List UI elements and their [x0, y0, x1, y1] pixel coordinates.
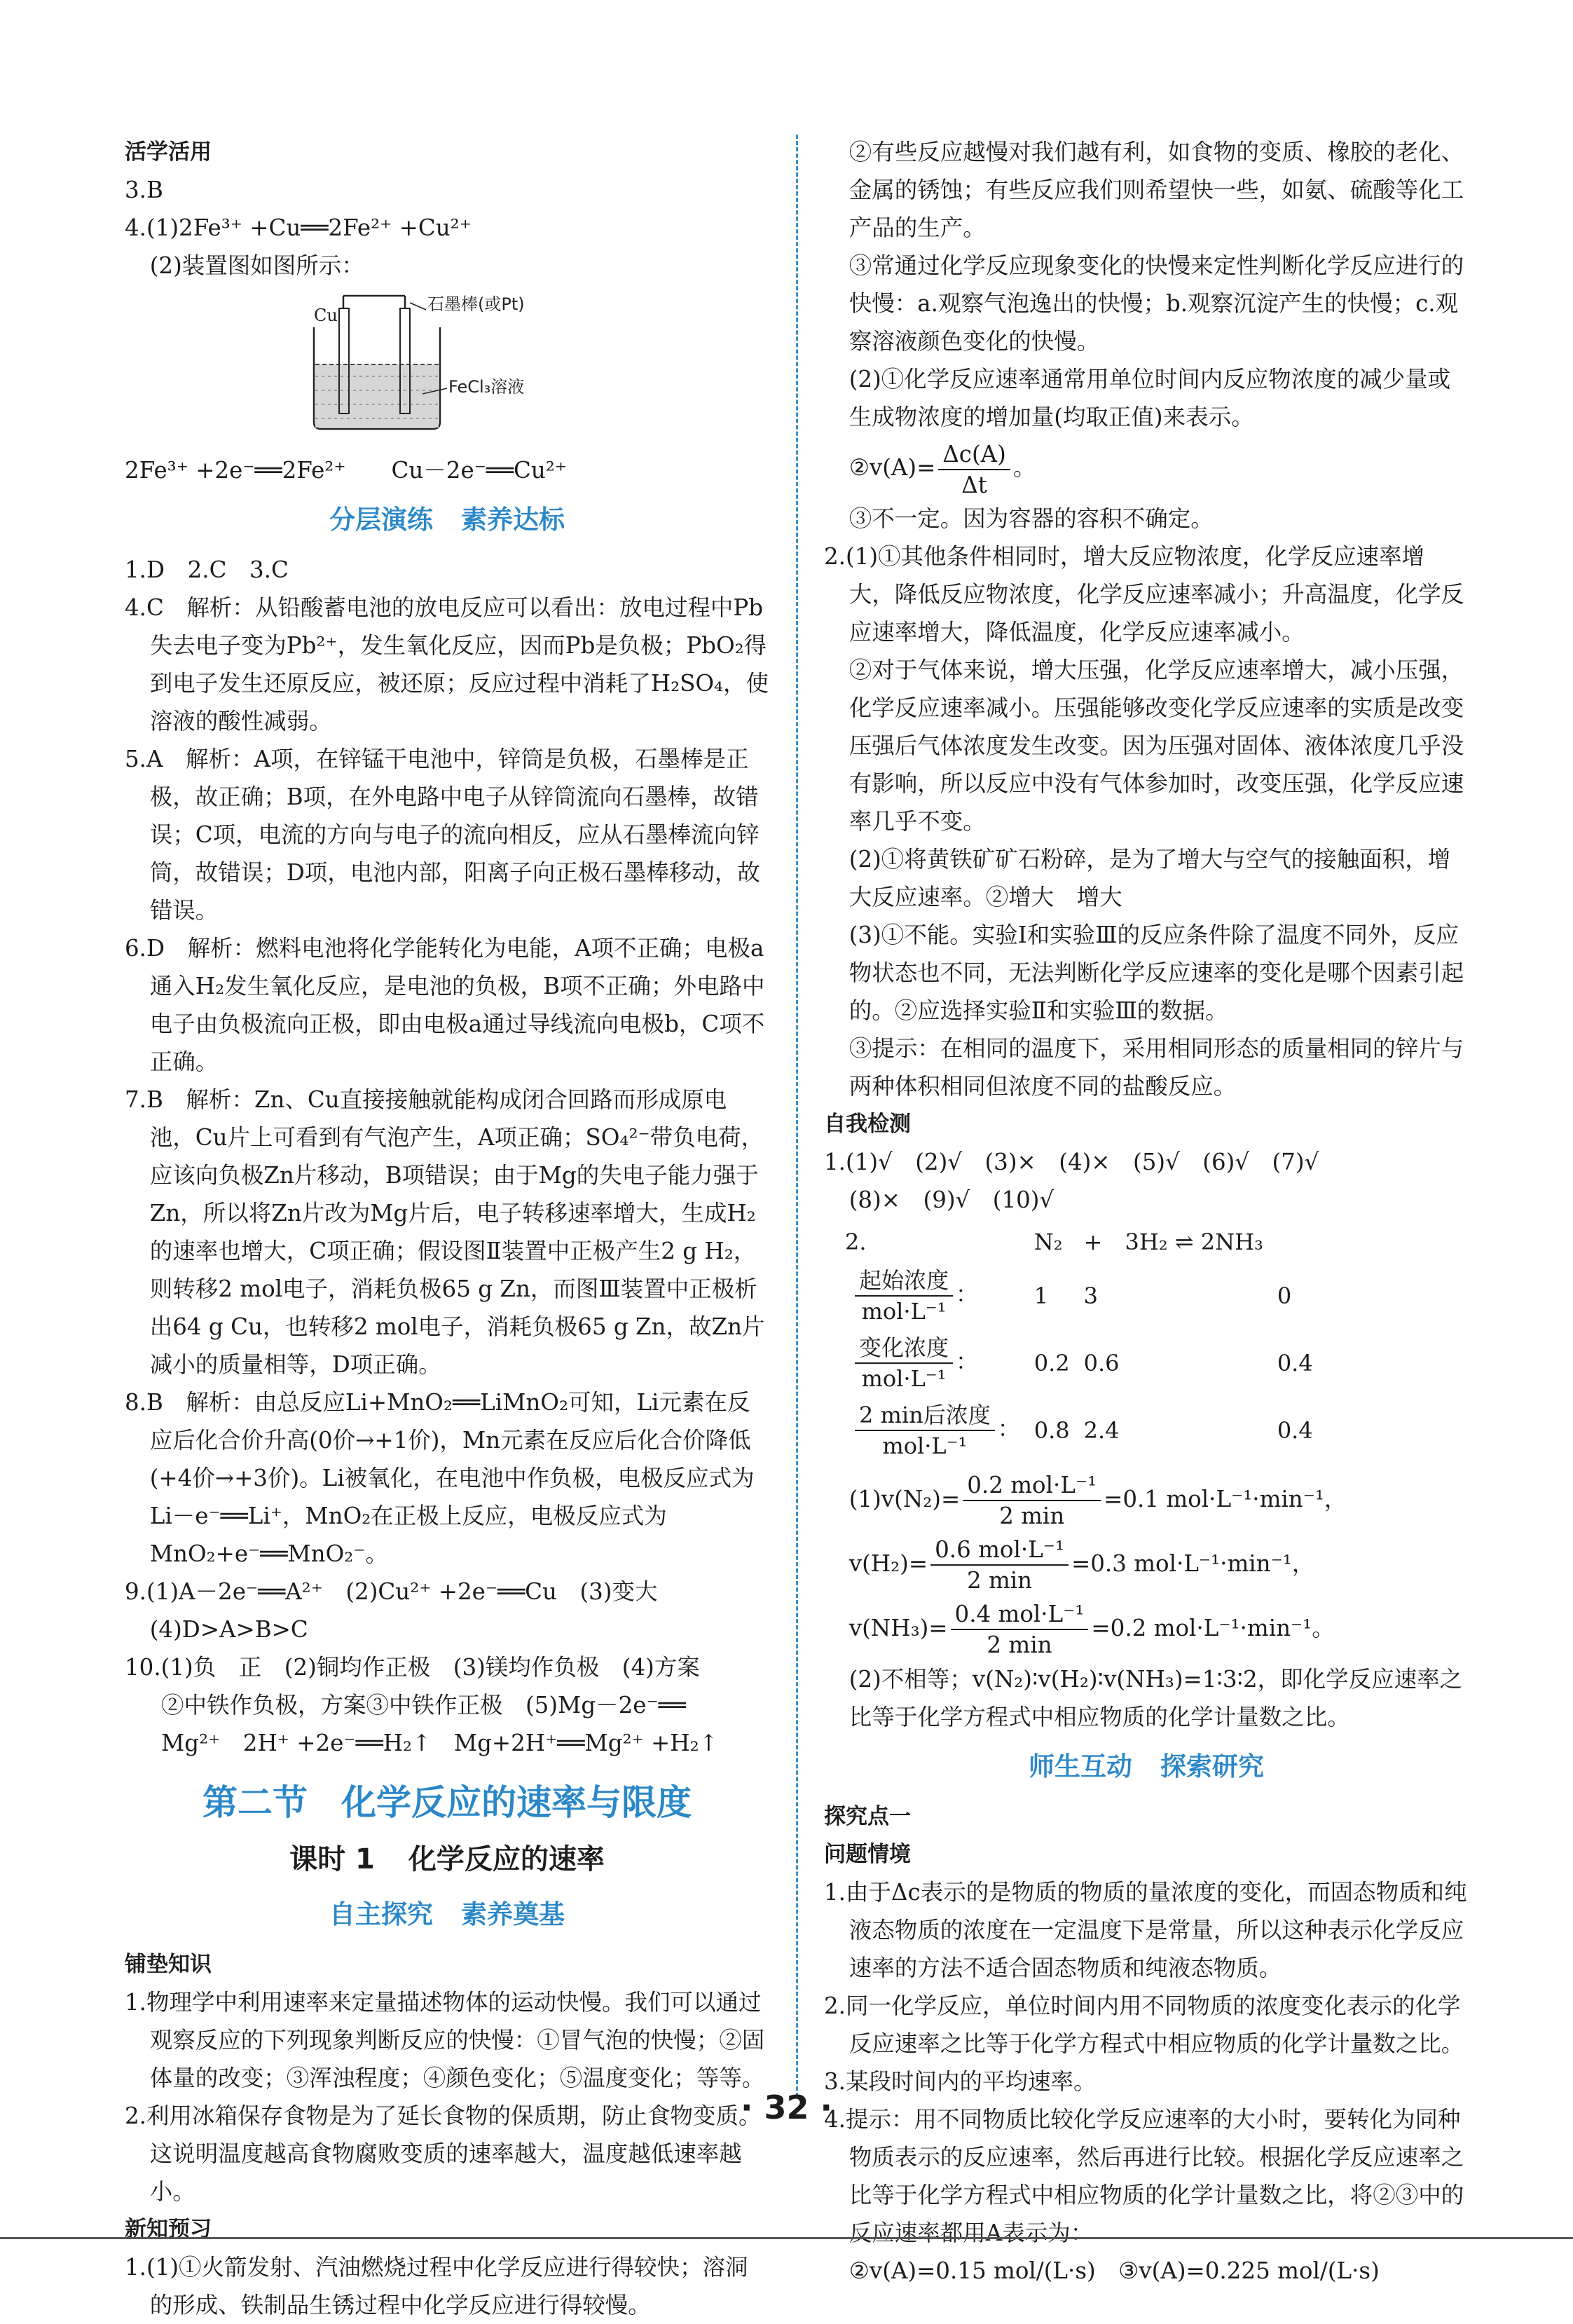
label-ziwo: 自我检测 — [824, 1111, 911, 1137]
answer-4-explain: 4.C 解析：从铅酸蓄电池的放电反应可以看出：放电过程中Pb失去电子变为Pb²⁺，发生氧化反应，因而Pb是负极；PbO₂得到电子发生还原反应，被还原；反应过程中消耗了H₂SO₄，使溶液的酸性减弱。 — [125, 594, 769, 734]
section-heading-zizhu: 自主探究 素养奠基 — [329, 1899, 565, 1929]
question-1: 1.由于Δc表示的是物质的物质的量浓度的变化，而固态物质和纯液态物质的浓度在一定温度下是常量，所以这种表示化学反应速率的方法不适合固态物质和纯液态物质。 — [824, 1878, 1467, 1981]
ratio-conclusion: (2)不相等；v(N₂)∶v(H₂)∶v(NH₃)=1∶3∶2，即化学反应速率之比等于化学方程式中相应物质的化学计量数之比。 — [849, 1665, 1463, 1730]
table-row: $\frac{\text{起始浓度}}{\text{mol·L⁻¹}}$ ： 1 3 0 — [845, 1262, 1320, 1330]
heading-huoxue: 活学活用 — [125, 139, 212, 165]
column-divider — [796, 135, 798, 2097]
answer-10-line3: Mg²⁺ 2H⁺ +2e⁻══H₂↑ Mg+2H⁺══Mg²⁺ +H₂↑ — [161, 1730, 718, 1756]
label-pudian: 铺垫知识 — [125, 1952, 212, 1977]
answer-7-explain: 7.B 解析：Zn、Cu直接接触就能构成闭合回路而形成原电池，Cu片上可看到有气泡产生，A项正确；SO₄²⁻带负电荷，应该向负极Zn片移动，B项错误；由于Mg的失电子能力强于Zn，所以将Zn片改为Mg片后，电子转移速率增大，生成H₂的速率也增大，C项正确；假设图Ⅱ装置中正极产生2 g H₂，则转移2 mol电子，消耗负极65 g Zn，而图Ⅲ装置中正极析出64 g Cu，也转移2 mol电子，消耗负极65 g Zn，故Zn片减小的质量相等，D项正确。 — [125, 1086, 765, 1378]
eq-n2: N₂ — [1033, 1228, 1063, 1255]
rate-formula: ②v(A)= $\frac{\Delta c(A)}{\Delta t}$ 。 — [849, 440, 1036, 498]
diagram-label-cu: Cu — [314, 306, 338, 325]
r-para-5: ③不一定。因为容器的容积不确定。 — [849, 505, 1214, 532]
r-para-1: ②有些反应越慢对我们越有利，如食物的变质、橡胶的老化、金属的锈蚀；有些反应我们则希望快一些，如氨、硫酸等化工产品的生产。 — [849, 139, 1464, 241]
label-xinzhi: 新知预习 — [125, 2217, 212, 2242]
question-3: 3.某段时间内的平均速率。 — [824, 2067, 1097, 2095]
self-check-1b: (8)× (9)√ (10)√ — [849, 1186, 1055, 1213]
answer-8-explain: 8.B 解析：由总反应Li+MnO₂══LiMnO₂可知，Li元素在反应后化合价升高(0价→+1价)，Mn元素在反应后化合价降低(+4价→+3价)。Li被氧化，在电池中作负极，电极反应式为Li－e⁻══Li⁺，MnO₂在正极上反应，电极反应式为MnO₂+e⁻══MnO₂⁻。 — [125, 1389, 755, 1567]
diagram-label-graphite: 石墨棒(或Pt) — [427, 294, 525, 314]
r-para-10: ③提示：在相同的温度下，采用相同形态的质量相同的锌片与两种体积相同但浓度不同的盐酸反应。 — [849, 1034, 1464, 1100]
r-para-3: (2)①化学反应速率通常用单位时间内反应物浓度的减少量或生成物浓度的增加量(均取正值)来表示。 — [849, 366, 1451, 430]
answer-10-line2: ②中铁作负极，方案③中铁作正极 (5)Mg－2e⁻══ — [161, 1692, 686, 1718]
right-column — [824, 133, 1469, 2290]
diagram-label-fecl3: FeCl₃溶液 — [448, 377, 525, 397]
item-number: 2. — [845, 1228, 867, 1255]
answer-3: 3.B — [125, 177, 163, 203]
preview-1: 1.(1)①火箭发射、汽油燃烧过程中化学反应进行得较快；溶洞的形成、铁制品生锈过程中化学反应进行得较慢。 — [125, 2254, 748, 2318]
answer-5-explain: 5.A 解析：A项，在锌锰干电池中，锌筒是负极，石墨棒是正极，故正确；B项，在外电路中电子从锌筒流向石墨棒，故错误；C项，电流的方向与电子的流向相反，应从石墨棒流向锌筒，故错误；D项，电池内部，阳离子向正极石墨棒移动，故错误。 — [125, 746, 760, 924]
eq-plus-h2: + 3H₂ ⇌ 2NH₃ — [1083, 1228, 1263, 1255]
r-para-6: 2.(1)①其他条件相同时，增大反应物浓度，化学反应速率增大，降低反应物浓度，化学反应速率减小；升高温度，化学反应速率增大，降低温度，化学反应速率减小。 — [824, 542, 1464, 645]
table-row: $\frac{\text{变化浓度}}{\text{mol·L⁻¹}}$ ： 0.2 0.6 0.4 — [845, 1330, 1320, 1397]
chapter-title: 第二节 化学反应的速率与限度 — [202, 1782, 692, 1823]
section-heading-shisheng: 师生互动 探索研究 — [1029, 1751, 1264, 1782]
answer-4-1: 4.(1)2Fe³⁺ +Cu══2Fe²⁺ +Cu²⁺ — [125, 214, 472, 241]
question-2: 2.同一化学反应，单位时间内用不同物质的浓度变化表示的化学反应速率之比等于化学方程式中相应物质的化学计量数之比。 — [824, 1992, 1464, 2057]
rate-n2: (1)v(N₂)= $\frac{\text{0.2 mol·L⁻¹}}{2 \min}$ =0.1 mol·L⁻¹·min⁻¹， — [849, 1472, 1347, 1529]
r-para-9: (3)①不能。实验Ⅰ和实验Ⅲ的反应条件除了温度不同外，反应物状态也不同，无法判断化学反应速率的变化是哪个因素引起的。②应选择实验Ⅱ和实验Ⅲ的数据。 — [849, 921, 1464, 1024]
answer-6-explain: 6.D 解析：燃料电池将化学能转化为电能，A项不正确；电极a通入H₂发生氧化反应，是电池的负极，B项不正确；外电路中电子由负极流向正极，即由电极a通过导线流向电极b，C项不正确。 — [125, 935, 765, 1075]
label-wenti: 问题情境 — [824, 1841, 911, 1867]
question-4-values: ②v(A)=0.15 mol/(L·s) ③v(A)=0.225 mol/(L·s) — [849, 2257, 1380, 2284]
left-column — [125, 133, 769, 2324]
question-4: 4.提示：用不同物质比较化学反应速率的大小时，要转化为同种物质表示的反应速率，然后再进行比较。根据化学反应速率之比等于化学方程式中相应物质的化学计量数之比，将②③中的反应速率都用A表示为： — [824, 2105, 1464, 2246]
answer-9-line1: 9.(1)A－2e⁻══A²⁺ (2)Cu²⁺ +2e⁻══Cu (3)变大 — [125, 1578, 658, 1605]
rate-h2: v(H₂)= $\frac{\text{0.6 mol·L⁻¹}}{2 \min}$ =0.3 mol·L⁻¹·min⁻¹， — [849, 1536, 1315, 1594]
bottom-rule — [0, 2237, 1573, 2239]
knowledge-2: 2.利用冰箱保存食物是为了延长食物的保质期，防止食物变质。这说明温度越高食物腐败变质的速率越大，温度越低速率越小。 — [125, 2103, 762, 2205]
page-number: · 32 · — [741, 2089, 832, 2126]
knowledge-1: 1.物理学中利用速率来定量描述物体的运动快慢。我们可以通过观察反应的下列现象判断反应的快慢：①冒气泡的快慢；②固体量的改变；③浑浊程度；④颜色变化；⑤温度变化；等等。 — [125, 1989, 765, 2091]
table-row: $\frac{\text{2 min后浓度}}{\text{mol·L⁻¹}}$ ： 0.8 2.4 0.4 — [845, 1397, 1320, 1464]
self-check-1a: 1.(1)√ (2)√ (3)× (4)× (5)√ (6)√ (7)√ — [824, 1148, 1319, 1175]
rate-nh3: v(NH₃)= $\frac{\text{0.4 mol·L⁻¹}}{2 \min}$ =0.2 mol·L⁻¹·min⁻¹。 — [849, 1601, 1335, 1658]
lesson-title: 课时 1 化学反应的速率 — [289, 1843, 605, 1875]
electrode-equations: 2Fe³⁺ +2e⁻══2Fe²⁺ Cu－2e⁻══Cu²⁺ — [125, 457, 567, 484]
galvanic-cell-diagram — [300, 289, 594, 436]
r-para-7: ②对于气体来说，增大压强，化学反应速率增大，减小压强，化学反应速率减小。压强能够改变化学反应速率的实质是改变压强后气体浓度发生改变。因为压强对固体、液体浓度几乎没有影响，所以反应中没有气体参加时，改变压强，化学反应速率几乎不变。 — [849, 656, 1464, 835]
label-tanjiu: 探究点一 — [824, 1803, 911, 1829]
answer-10-line1: 10.(1)负 正 (2)铜均作正极 (3)镁均作负极 (4)方案 — [125, 1654, 700, 1681]
section-heading-fenceng: 分层演练 素养达标 — [329, 505, 565, 535]
concentration-table — [845, 1222, 1320, 1464]
r-para-2: ③常通过化学反应现象变化的快慢来定性判断化学反应进行的快慢：a.观察气泡逸出的快慢；b.观察沉淀产生的快慢；c.观察溶液颜色变化的快慢。 — [849, 252, 1464, 355]
r-para-8: (2)①将黄铁矿矿石粉碎，是为了增大与空气的接触面积，增大反应速率。②增大 增大 — [849, 845, 1451, 910]
answer-4-2: (2)装置图如图所示： — [149, 252, 364, 279]
answer-1-3: 1.D 2.C 3.C — [125, 556, 289, 583]
answer-9-line2: (4)D>A>B>C — [149, 1616, 308, 1643]
